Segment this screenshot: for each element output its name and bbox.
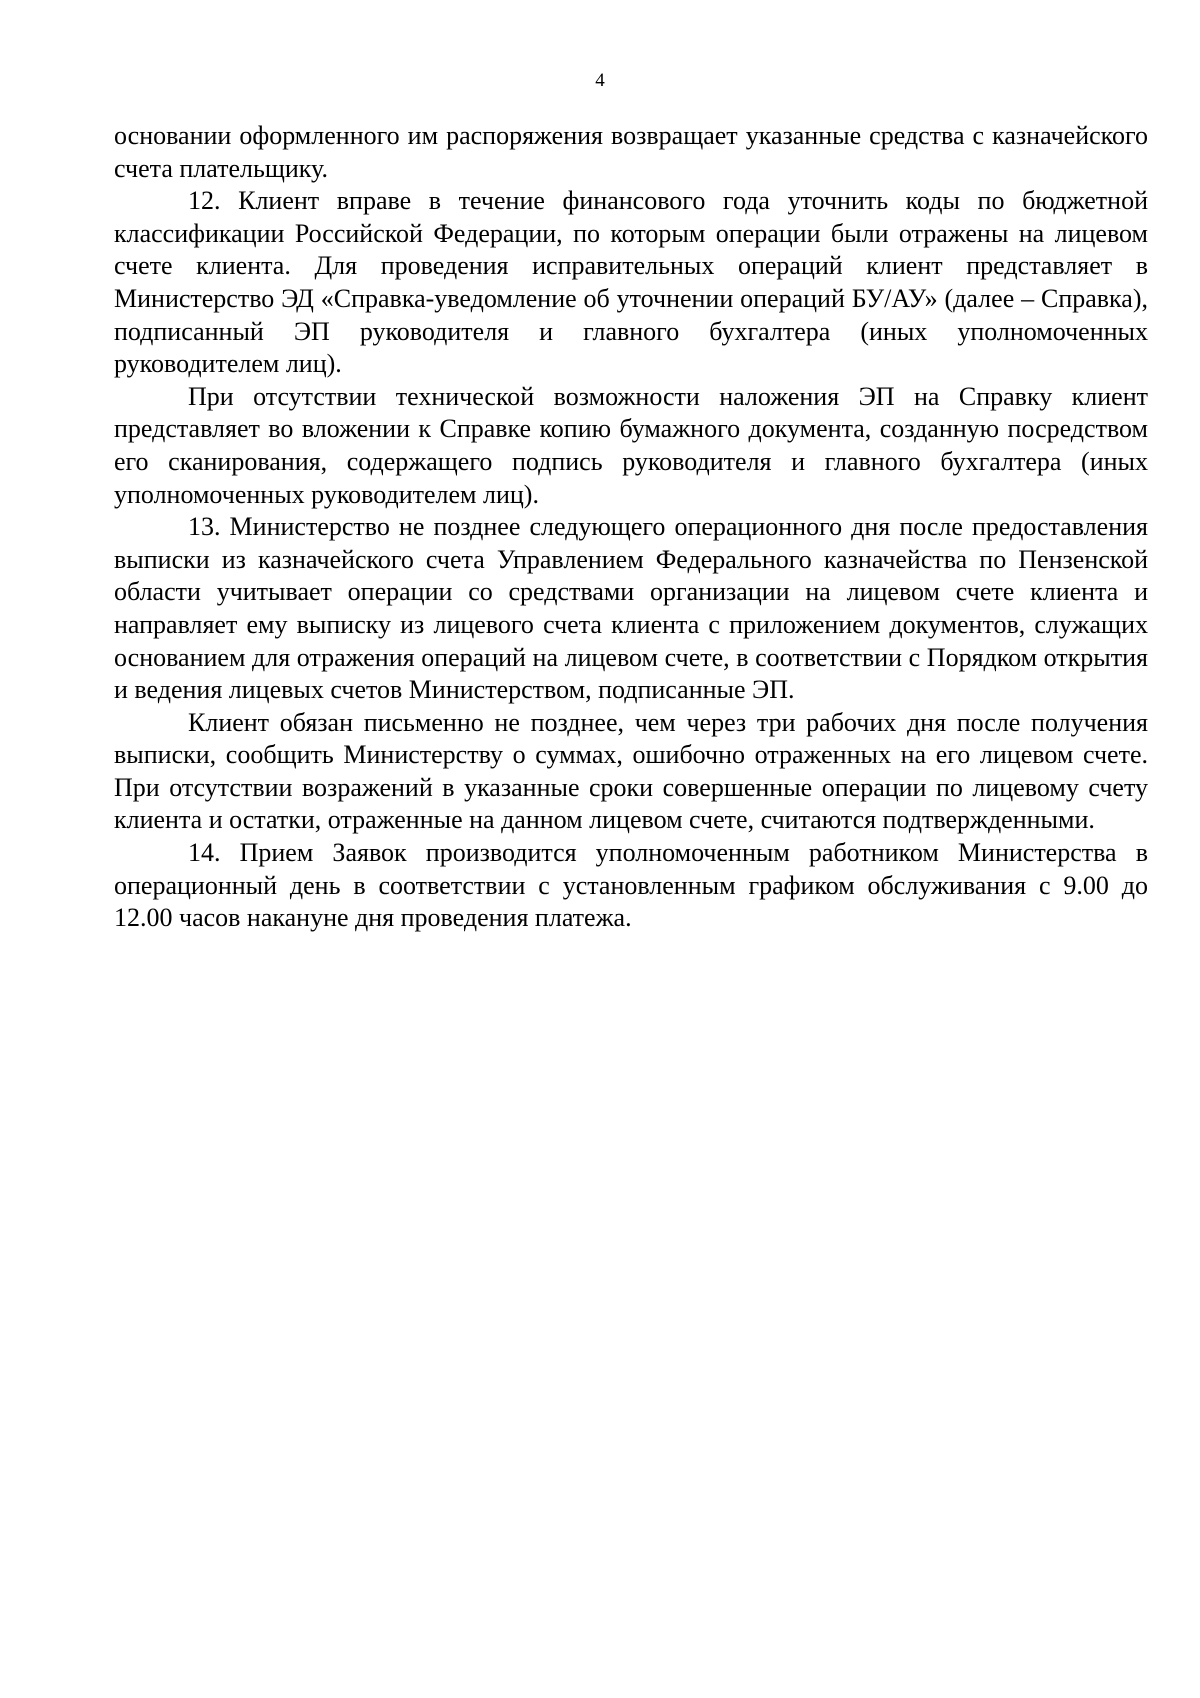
- paragraph-continuation: основании оформленного им распоряжения возвращает указанные средства с казначейского счета плательщику.: [114, 121, 1148, 183]
- page-number: 4: [595, 70, 605, 91]
- paragraph-item-12: 12. Клиент вправе в течение финансового года уточнить коды по бюджетной классификации Российской Федерации, по которым операции были отражены на лицевом счете клиента. Для проведения исправительных операций клиент представляет в Министерство ЭД «Справка-уведомление об уточнении операций БУ/АУ» (далее – Справка), подписанный ЭП руководителя и главного бухгалтера (иных уполномоченных руководителем лиц).: [114, 186, 1148, 379]
- paragraph-item-13: 13. Министерство не позднее следующего операционного дня после предоставления выписки из казначейского счета Управлением Федерального казначейства по Пензенской области учитывает операции со средствами организации на лицевом счете клиента и направляет ему выписку из лицевого счета клиента с приложением документов, служащих основанием для отражения операций на лицевом счете, в соответствии с Порядком открытия и ведения лицевых счетов Министерством, подписанные ЭП.: [114, 512, 1148, 705]
- paragraph-item-13-note: Клиент обязан письменно не позднее, чем через три рабочих дня после получения выписки, сообщить Министерству о суммах, ошибочно отраженных на его лицевом счете. При отсутствии возражений в указанные сроки совершенные операции по лицевому счету клиента и остатки, отраженные на данном лицевом счете, считаются подтвержденными.: [114, 707, 1148, 835]
- paragraph-item-14: 14. Прием Заявок производится уполномоченным работником Министерства в операционный день в соответствии с установленным графиком обслуживания с 9.00 до 12.00 часов накануне дня проведения платежа.: [114, 838, 1148, 933]
- paragraph-item-12-note: При отсутствии технической возможности наложения ЭП на Справку клиент представляет во вложении к Справке копию бумажного документа, созданную посредством его сканирования, содержащего подпись руководителя и главного бухгалтера (иных уполномоченных руководителем лиц).: [114, 381, 1148, 509]
- document-body: [114, 120, 1148, 935]
